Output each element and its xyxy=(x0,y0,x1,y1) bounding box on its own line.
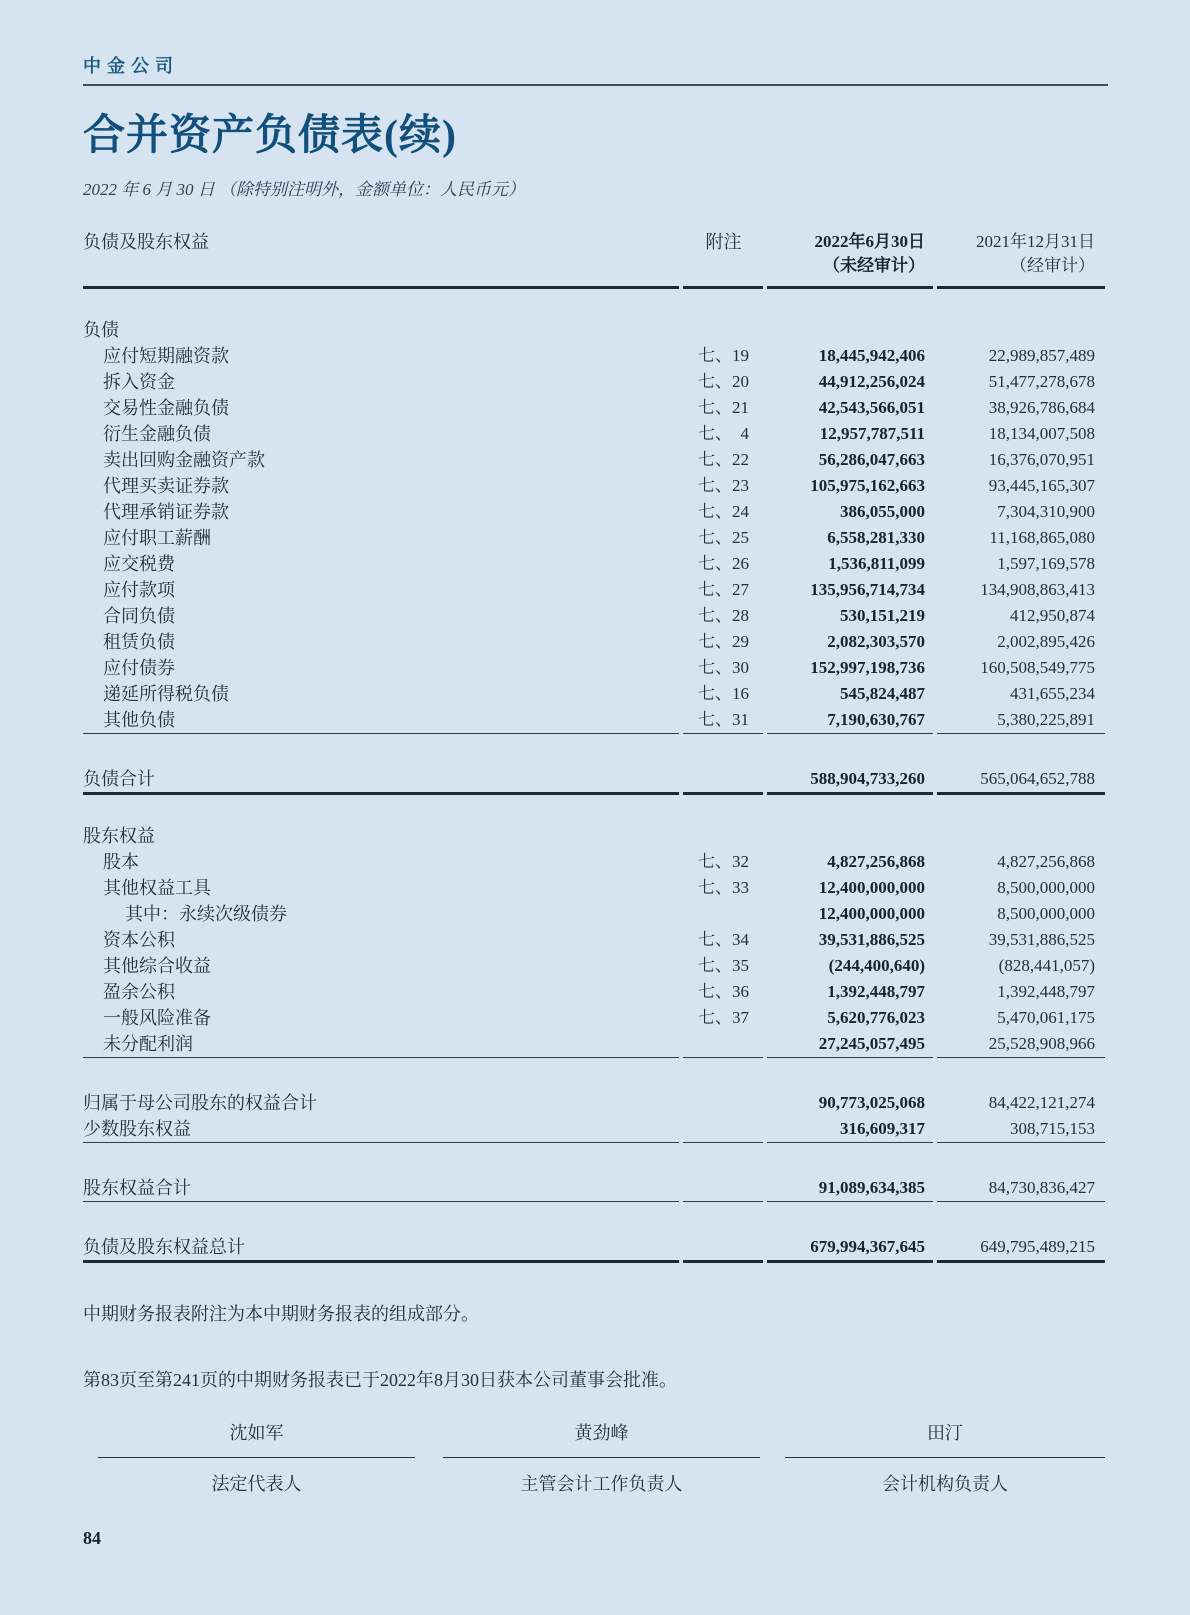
rule-segment xyxy=(83,286,679,289)
row-note xyxy=(683,1005,763,1031)
row-value-2021 xyxy=(937,317,1105,343)
row-value-2022: 5,620,776,023 xyxy=(827,1007,925,1027)
row-note-number: 23 xyxy=(732,475,749,495)
table-row xyxy=(83,629,1105,655)
rule-segment xyxy=(683,792,763,795)
row-note-number: 37 xyxy=(732,1007,749,1027)
header-col-2022 xyxy=(767,230,933,278)
table-row xyxy=(83,681,1105,707)
row-note xyxy=(683,927,763,953)
row-label: 衍生金融负债 xyxy=(103,423,211,444)
rule-segment xyxy=(937,733,1105,734)
table-rule xyxy=(83,1260,1105,1263)
row-value-2022: 42,543,566,051 xyxy=(818,397,925,417)
rule-segment xyxy=(937,792,1105,795)
row-value-2022: 386,055,000 xyxy=(840,501,925,521)
row-note xyxy=(683,875,763,901)
row-note-prefix: 七、 xyxy=(698,345,732,365)
row-note-number: 28 xyxy=(732,605,749,625)
rule-segment xyxy=(767,286,933,289)
header-col-2022-date: 2022年6月30日 xyxy=(814,231,925,251)
row-label: 归属于母公司股东的权益合计 xyxy=(83,1092,317,1113)
row-note-number: 34 xyxy=(732,929,749,949)
rule-segment xyxy=(683,1057,763,1058)
table-row xyxy=(83,766,1105,792)
table-row xyxy=(83,525,1105,551)
table-row xyxy=(83,603,1105,629)
row-value-2021: 18,134,007,508 xyxy=(988,423,1095,443)
table-header xyxy=(83,230,1105,278)
balance-sheet-page xyxy=(83,0,1105,1549)
row-label: 应付短期融资款 xyxy=(103,345,229,366)
rule-segment xyxy=(83,1142,679,1143)
signature-block xyxy=(83,1419,1105,1496)
row-note-prefix: 七、 xyxy=(698,579,732,599)
table-row xyxy=(83,1234,1105,1260)
row-value-2022: 2,082,303,570 xyxy=(827,631,925,651)
row-value-2021: 84,422,121,274 xyxy=(988,1092,1095,1112)
row-note-number: 30 xyxy=(732,657,749,677)
row-value-2021: 8,500,000,000 xyxy=(997,903,1095,923)
header-col-2021 xyxy=(937,230,1105,278)
row-note-number: 4 xyxy=(740,423,749,443)
row-value-2022: 530,151,219 xyxy=(840,605,925,625)
row-label: 其中：永续次级债券 xyxy=(125,903,287,924)
row-note-prefix: 七、 xyxy=(698,657,732,677)
table-rule xyxy=(83,1057,1105,1058)
signature-title: 主管会计工作负责人 xyxy=(520,1473,683,1494)
row-label: 资本公积 xyxy=(103,929,175,950)
row-label: 其他负债 xyxy=(103,709,175,730)
table-row xyxy=(83,1090,1105,1116)
row-value-2021: 412,950,874 xyxy=(1010,605,1095,625)
row-label: 未分配利润 xyxy=(103,1033,193,1054)
header-col-note: 附注 xyxy=(705,231,742,252)
rule-segment xyxy=(937,286,1105,289)
row-note xyxy=(683,823,763,849)
row-note-number: 24 xyxy=(732,501,749,521)
row-note xyxy=(683,499,763,525)
row-value-2021: 134,908,863,413 xyxy=(980,579,1095,599)
rule-segment xyxy=(83,1201,679,1202)
table-row xyxy=(83,369,1105,395)
row-note xyxy=(683,849,763,875)
row-label: 其他权益工具 xyxy=(103,877,211,898)
table-header-rule xyxy=(83,286,1105,289)
row-value-2022: 152,997,198,736 xyxy=(810,657,925,677)
page-title: 合并资产负债表(续) xyxy=(83,113,457,159)
table-row xyxy=(83,447,1105,473)
header-col-2022-audit: （未经审计） xyxy=(823,255,925,275)
row-value-2022: 12,400,000,000 xyxy=(818,903,925,923)
brand-header xyxy=(83,0,1108,86)
table-row xyxy=(83,927,1105,953)
row-note xyxy=(683,1234,763,1260)
row-value-2022: 18,445,942,406 xyxy=(818,345,925,365)
row-label: 应付款项 xyxy=(103,579,175,600)
table-rule xyxy=(83,1201,1105,1202)
row-note xyxy=(683,1090,763,1116)
table-rule xyxy=(83,1142,1105,1143)
table-row xyxy=(83,551,1105,577)
row-note-number: 35 xyxy=(732,955,749,975)
row-label: 拆入资金 xyxy=(103,371,175,392)
row-note xyxy=(683,525,763,551)
rule-segment xyxy=(767,1057,933,1058)
header-col-label: 负债及股东权益 xyxy=(83,231,209,252)
header-col-2021-date: 2021年12月31日 xyxy=(976,231,1095,251)
table-row xyxy=(83,499,1105,525)
row-note-number: 33 xyxy=(732,877,749,897)
row-value-2022: 135,956,714,734 xyxy=(810,579,925,599)
row-note xyxy=(683,369,763,395)
row-label: 代理承销证券款 xyxy=(103,501,229,522)
row-value-2021: 7,304,310,900 xyxy=(997,501,1095,521)
table-row xyxy=(83,1005,1105,1031)
row-note-prefix: 七、 xyxy=(698,981,732,1001)
table-row xyxy=(83,577,1105,603)
row-note-number: 26 xyxy=(732,553,749,573)
row-note-number: 21 xyxy=(732,397,749,417)
table-rule xyxy=(83,733,1105,734)
row-note-prefix: 七、 xyxy=(698,709,732,729)
row-note-number: 27 xyxy=(732,579,749,599)
table-row xyxy=(83,849,1105,875)
rule-segment xyxy=(937,1260,1105,1263)
table-row xyxy=(83,317,1105,343)
row-value-2022: 39,531,886,525 xyxy=(818,929,925,949)
row-label: 代理买卖证券款 xyxy=(103,475,229,496)
row-value-2022: 6,558,281,330 xyxy=(827,527,925,547)
row-note-prefix: 七、 xyxy=(698,877,732,897)
row-value-2021: 1,597,169,578 xyxy=(997,553,1095,573)
table-row xyxy=(83,953,1105,979)
row-value-2021: 8,500,000,000 xyxy=(997,877,1095,897)
rule-segment xyxy=(83,733,679,734)
rule-segment xyxy=(937,1201,1105,1202)
row-label: 合同负债 xyxy=(103,605,175,626)
row-label: 递延所得税负债 xyxy=(103,683,229,704)
row-note-number: 32 xyxy=(732,851,749,871)
signature-name: 沈如军 xyxy=(98,1419,415,1458)
row-note xyxy=(683,766,763,792)
row-value-2021: 649,795,489,215 xyxy=(980,1236,1095,1256)
table-row xyxy=(83,1175,1105,1201)
row-note xyxy=(683,577,763,603)
row-note-prefix: 七、 xyxy=(698,683,732,703)
table-row xyxy=(83,343,1105,369)
rule-segment xyxy=(683,1201,763,1202)
row-note xyxy=(683,395,763,421)
row-label: 交易性金融负债 xyxy=(103,397,229,418)
row-note-prefix: 七、 xyxy=(698,851,732,871)
row-label: 股东权益合计 xyxy=(83,1177,191,1198)
rule-segment xyxy=(683,1142,763,1143)
rule-segment xyxy=(683,733,763,734)
rule-segment xyxy=(767,1142,933,1143)
row-note-prefix: 七、 xyxy=(698,929,732,949)
page-subtitle: 2022 年 6 月 30 日 （除特别注明外，金额单位：人民币元） xyxy=(83,179,525,199)
row-value-2021: 1,392,448,797 xyxy=(997,981,1095,1001)
row-label: 股本 xyxy=(103,851,139,872)
row-value-2021: 5,380,225,891 xyxy=(997,709,1095,729)
row-note-prefix: 七、 xyxy=(698,553,732,573)
row-note xyxy=(683,1175,763,1201)
table-row xyxy=(83,875,1105,901)
row-note xyxy=(683,655,763,681)
rule-segment xyxy=(767,733,933,734)
row-label: 其他综合收益 xyxy=(103,955,211,976)
row-note xyxy=(683,979,763,1005)
row-label: 盈余公积 xyxy=(103,981,175,1002)
row-value-2021: 565,064,652,788 xyxy=(980,768,1095,788)
row-note-prefix: 七、 xyxy=(698,631,732,651)
rule-segment xyxy=(937,1142,1105,1143)
row-value-2022: 1,536,811,099 xyxy=(828,553,925,573)
signature-chief-accountant xyxy=(443,1419,760,1496)
statement-note-2: 第83页至第241页的中期财务报表已于2022年8月30日获本公司董事会批准。 xyxy=(83,1369,677,1390)
row-note xyxy=(683,603,763,629)
row-value-2022: (244,400,640) xyxy=(828,955,925,975)
row-value-2022 xyxy=(767,317,933,343)
row-note-number: 29 xyxy=(732,631,749,651)
row-value-2022: 12,957,787,511 xyxy=(819,423,925,443)
row-note-number: 19 xyxy=(732,345,749,365)
row-note-number: 31 xyxy=(732,709,749,729)
row-value-2022: 588,904,733,260 xyxy=(810,768,925,788)
rule-segment xyxy=(937,1057,1105,1058)
row-value-2022: 1,392,448,797 xyxy=(827,981,925,1001)
row-label: 负债合计 xyxy=(83,768,155,789)
signature-title: 会计机构负责人 xyxy=(882,1473,1008,1494)
row-label: 应付职工薪酬 xyxy=(103,527,211,548)
row-value-2022: 545,824,487 xyxy=(840,683,925,703)
row-value-2022: 44,912,256,024 xyxy=(818,371,925,391)
row-note-prefix: 七、 xyxy=(698,397,732,417)
row-note-prefix: 七、 xyxy=(698,371,732,391)
table-row xyxy=(83,979,1105,1005)
row-value-2021: 93,445,165,307 xyxy=(988,475,1095,495)
signature-name: 黄劲峰 xyxy=(443,1419,760,1458)
rule-segment xyxy=(683,286,763,289)
row-value-2022: 27,245,057,495 xyxy=(818,1033,925,1053)
row-note-prefix: 七、 xyxy=(698,1007,732,1027)
row-label: 负债及股东权益总计 xyxy=(83,1236,245,1257)
company-name: 中金公司 xyxy=(83,56,179,76)
row-label: 卖出回购金融资产款 xyxy=(103,449,265,470)
rule-segment xyxy=(83,792,679,795)
signature-name: 田汀 xyxy=(785,1419,1105,1458)
statement-note-1: 中期财务报表附注为本中期财务报表的组成部分。 xyxy=(83,1303,479,1324)
row-note-prefix: 七、 xyxy=(698,501,732,521)
row-value-2021 xyxy=(937,823,1105,849)
rule-segment xyxy=(767,1201,933,1202)
row-note xyxy=(683,629,763,655)
row-note-prefix: 七、 xyxy=(698,449,732,469)
row-value-2022: 7,190,630,767 xyxy=(827,709,925,729)
row-value-2021: 39,531,886,525 xyxy=(988,929,1095,949)
row-value-2021: 160,508,549,775 xyxy=(980,657,1095,677)
row-note xyxy=(683,1116,763,1142)
row-label: 股东权益 xyxy=(83,825,155,846)
table-row xyxy=(83,421,1105,447)
table-row xyxy=(83,473,1105,499)
row-value-2022: 90,773,025,068 xyxy=(818,1092,925,1112)
row-note-number: 22 xyxy=(732,449,749,469)
row-label: 少数股东权益 xyxy=(83,1118,191,1139)
page-number: 84 xyxy=(83,1527,101,1548)
rule-segment xyxy=(767,792,933,795)
table-row xyxy=(83,901,1105,927)
row-value-2021: (828,441,057) xyxy=(998,955,1095,975)
row-value-2021: 5,470,061,175 xyxy=(997,1007,1095,1027)
row-label: 应付债券 xyxy=(103,657,175,678)
row-note xyxy=(683,447,763,473)
row-value-2021: 431,655,234 xyxy=(1010,683,1095,703)
table-rule xyxy=(83,792,1105,795)
row-value-2022: 4,827,256,868 xyxy=(827,851,925,871)
table-row xyxy=(83,1116,1105,1142)
table-row xyxy=(83,707,1105,733)
row-note-prefix: 七、 xyxy=(698,475,732,495)
signature-title: 法定代表人 xyxy=(211,1473,302,1494)
row-note-number: 16 xyxy=(732,683,749,703)
row-note xyxy=(683,901,763,927)
row-value-2021: 16,376,070,951 xyxy=(988,449,1095,469)
row-note-number: 25 xyxy=(732,527,749,547)
row-note-prefix: 七、 xyxy=(698,527,732,547)
row-note-number: 20 xyxy=(732,371,749,391)
rule-segment xyxy=(683,1260,763,1263)
row-note-prefix: 七、 xyxy=(698,955,732,975)
row-note xyxy=(683,317,763,343)
header-col-2021-audit: （经审计） xyxy=(1010,255,1095,275)
table-body xyxy=(83,317,1105,1263)
row-note xyxy=(683,421,763,447)
row-note xyxy=(683,343,763,369)
row-value-2021: 84,730,836,427 xyxy=(988,1177,1095,1197)
rule-segment xyxy=(83,1057,679,1058)
signature-legal-representative xyxy=(98,1419,415,1496)
table-row xyxy=(83,823,1105,849)
row-value-2021: 22,989,857,489 xyxy=(988,345,1095,365)
row-note xyxy=(683,707,763,733)
row-value-2021: 51,477,278,678 xyxy=(988,371,1095,391)
row-label: 负债 xyxy=(83,319,119,340)
table-row xyxy=(83,1031,1105,1057)
row-note xyxy=(683,953,763,979)
row-note xyxy=(683,473,763,499)
row-note xyxy=(683,1031,763,1057)
table-row xyxy=(83,395,1105,421)
row-value-2022: 679,994,367,645 xyxy=(810,1236,925,1256)
rule-segment xyxy=(767,1260,933,1263)
row-value-2021: 308,715,153 xyxy=(1010,1118,1095,1138)
row-value-2022: 316,609,317 xyxy=(840,1118,925,1138)
row-value-2021: 2,002,895,426 xyxy=(997,631,1095,651)
row-note xyxy=(683,551,763,577)
rule-segment xyxy=(83,1260,679,1263)
row-value-2021: 38,926,786,684 xyxy=(988,397,1095,417)
row-value-2022 xyxy=(767,823,933,849)
row-note-number: 36 xyxy=(732,981,749,1001)
row-value-2021: 4,827,256,868 xyxy=(997,851,1095,871)
row-value-2022: 105,975,162,663 xyxy=(810,475,925,495)
row-value-2021: 11,168,865,080 xyxy=(989,527,1095,547)
row-note-prefix: 七、 xyxy=(698,423,732,443)
table-row xyxy=(83,655,1105,681)
row-note-prefix: 七、 xyxy=(698,605,732,625)
row-label: 租赁负债 xyxy=(103,631,175,652)
row-value-2022: 12,400,000,000 xyxy=(818,877,925,897)
row-value-2021: 25,528,908,966 xyxy=(988,1033,1095,1053)
row-label: 一般风险准备 xyxy=(103,1007,211,1028)
row-value-2022: 91,089,634,385 xyxy=(818,1177,925,1197)
row-value-2022: 56,286,047,663 xyxy=(818,449,925,469)
signature-accounting-head xyxy=(785,1419,1105,1496)
row-label: 应交税费 xyxy=(103,553,175,574)
row-note xyxy=(683,681,763,707)
